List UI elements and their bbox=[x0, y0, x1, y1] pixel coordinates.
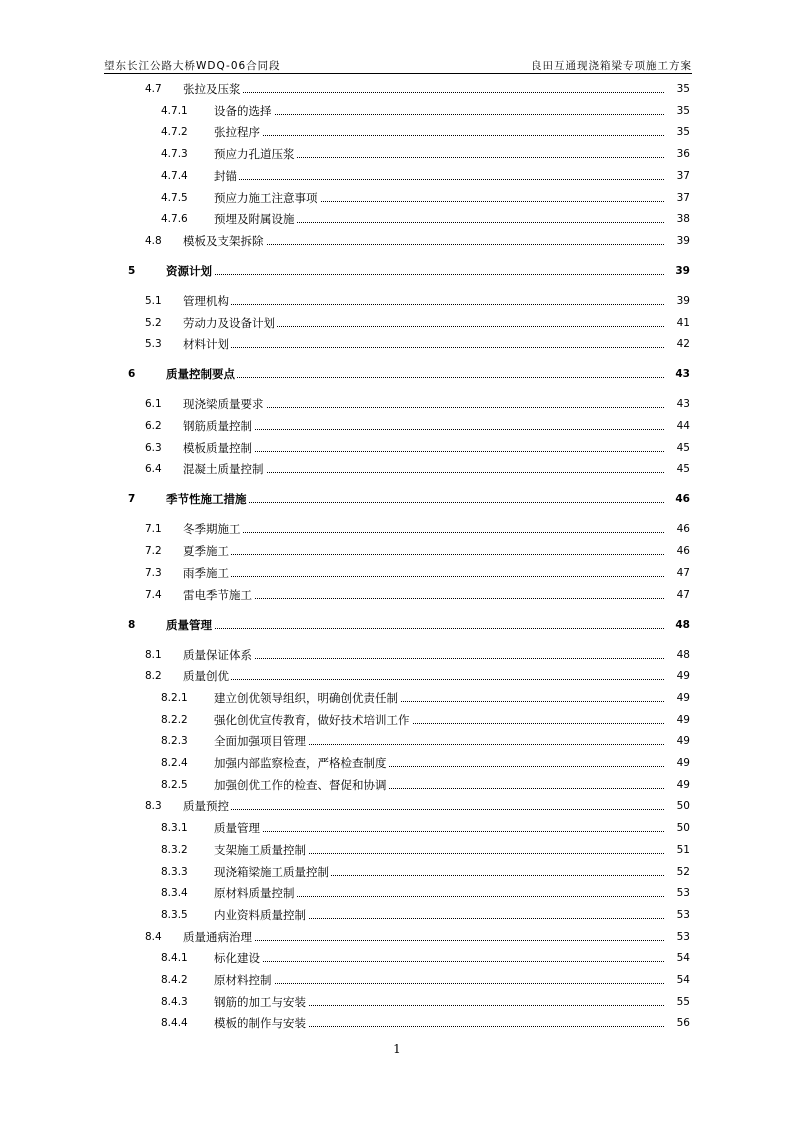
toc-entry-title: 质量管理 bbox=[166, 617, 212, 632]
toc-entry[interactable] bbox=[0, 711, 794, 729]
toc-entry-title: 全面加强项目管理 bbox=[214, 734, 306, 749]
toc-entry-page: 46 bbox=[676, 545, 690, 558]
toc-entry-number: 8.3.2 bbox=[161, 843, 188, 856]
toc-entry[interactable] bbox=[0, 490, 794, 508]
toc-entry-number: 8.2.4 bbox=[161, 757, 188, 769]
toc-entry-title: 冬季期施工 bbox=[183, 522, 241, 537]
toc-entry[interactable] bbox=[0, 1014, 794, 1032]
toc-dot-leader bbox=[183, 809, 664, 810]
toc-entry-page: 37 bbox=[676, 191, 690, 204]
toc-entry-page: 49 bbox=[676, 757, 690, 769]
toc-entry-number: 8.3.5 bbox=[161, 908, 188, 921]
toc-dot-leader bbox=[183, 598, 664, 599]
toc-entry-number: 8.4.1 bbox=[161, 952, 188, 965]
toc-entry-number: 6.4 bbox=[145, 463, 162, 476]
toc-entry[interactable] bbox=[0, 841, 794, 859]
toc-entry-title: 加强内部监察检查，严格检查制度 bbox=[214, 756, 387, 770]
toc-dot-leader bbox=[214, 961, 664, 962]
toc-entry-number: 5.1 bbox=[145, 294, 162, 307]
toc-dot-leader bbox=[214, 135, 664, 136]
toc-entry-title: 质量控制要点 bbox=[166, 367, 235, 382]
toc-entry-page: 53 bbox=[676, 930, 690, 943]
toc-entry[interactable] bbox=[0, 586, 794, 604]
toc-entry-number: 4.8 bbox=[145, 234, 162, 247]
toc-entry[interactable] bbox=[0, 732, 794, 750]
toc-entry-number: 8.4.4 bbox=[161, 1017, 188, 1030]
toc-entry-page: 47 bbox=[676, 588, 690, 601]
toc-entry-number: 8.2.1 bbox=[161, 691, 188, 704]
toc-entry-number: 4.7.5 bbox=[161, 191, 188, 204]
toc-entry-title: 原材料质量控制 bbox=[214, 886, 295, 901]
toc-entry-title: 模板的制作与安装 bbox=[214, 1016, 306, 1031]
toc-entry[interactable] bbox=[0, 667, 794, 685]
toc-entry-number: 8.4.2 bbox=[161, 974, 188, 986]
toc-entry-number: 6.2 bbox=[145, 420, 162, 432]
toc-entry-number: 6.3 bbox=[145, 441, 162, 454]
toc-entry-page: 52 bbox=[676, 865, 690, 878]
toc-entry-page: 49 bbox=[676, 713, 690, 726]
toc-entry[interactable] bbox=[0, 616, 794, 634]
toc-dot-leader bbox=[183, 304, 664, 305]
toc-entry-page: 48 bbox=[676, 648, 690, 661]
toc-entry[interactable] bbox=[0, 210, 794, 228]
toc-entry-page: 54 bbox=[676, 974, 690, 986]
toc-entry-title: 质量保证体系 bbox=[183, 647, 252, 662]
toc-entry-page: 49 bbox=[676, 778, 690, 791]
toc-entry[interactable] bbox=[0, 460, 794, 478]
toc-entry-number: 7 bbox=[128, 493, 136, 506]
toc-entry-page: 44 bbox=[676, 420, 690, 432]
toc-entry-page: 50 bbox=[676, 822, 690, 835]
toc-entry-page: 51 bbox=[676, 843, 690, 856]
toc-entry-page: 55 bbox=[676, 995, 690, 1008]
toc-entry-number: 8.4.3 bbox=[161, 995, 188, 1008]
toc-entry[interactable] bbox=[0, 395, 794, 413]
toc-entry-page: 38 bbox=[676, 213, 690, 226]
toc-entry-number: 4.7 bbox=[145, 83, 162, 95]
toc-entry-page: 35 bbox=[676, 126, 690, 139]
toc-dot-leader bbox=[183, 940, 664, 941]
toc-entry-number: 8.2.3 bbox=[161, 735, 188, 748]
toc-entry-title: 现浇箱梁施工质量控制 bbox=[214, 864, 329, 879]
toc-entry-number: 7.3 bbox=[145, 566, 162, 579]
toc-dot-leader bbox=[214, 831, 664, 832]
toc-entry-title: 管理机构 bbox=[183, 293, 229, 308]
toc-entry-page: 49 bbox=[676, 670, 690, 683]
toc-entry-title: 质量通病治理 bbox=[183, 929, 252, 944]
toc-entry-number: 6.1 bbox=[145, 398, 162, 411]
toc-entry-number: 5 bbox=[128, 264, 136, 277]
toc-entry[interactable] bbox=[0, 776, 794, 794]
toc-entry-title: 质量创优 bbox=[183, 669, 229, 684]
toc-entry-title: 材料计划 bbox=[183, 337, 229, 352]
toc-entry-title: 原材料控制 bbox=[214, 973, 272, 987]
toc-dot-leader bbox=[183, 429, 664, 430]
toc-dot-leader bbox=[214, 983, 664, 984]
toc-entry-title: 质量预控 bbox=[183, 799, 229, 814]
toc-entry-title: 雨季施工 bbox=[183, 565, 229, 580]
toc-entry-page: 35 bbox=[676, 104, 690, 117]
toc-entry[interactable] bbox=[0, 906, 794, 924]
toc-entry-page: 36 bbox=[676, 148, 690, 161]
toc-entry[interactable] bbox=[0, 542, 794, 560]
toc-entry-page: 43 bbox=[676, 398, 690, 411]
toc-dot-leader bbox=[183, 658, 664, 659]
toc-entry[interactable] bbox=[0, 797, 794, 815]
toc-entry[interactable] bbox=[0, 292, 794, 310]
toc-entry-title: 预埋及附属设施 bbox=[214, 212, 295, 227]
toc-entry-page: 50 bbox=[676, 800, 690, 813]
toc-entry[interactable] bbox=[0, 884, 794, 902]
toc-entry-number: 8.3 bbox=[145, 800, 162, 813]
toc-entry-title: 模板及支架拆除 bbox=[183, 233, 264, 248]
toc-entry-page: 53 bbox=[676, 908, 690, 921]
toc-entry-number: 4.7.6 bbox=[161, 213, 188, 226]
toc-entry-page: 46 bbox=[676, 523, 690, 536]
toc-dot-leader bbox=[183, 92, 664, 93]
toc-entry-number: 8.3.3 bbox=[161, 865, 188, 878]
toc-entry-number: 8.3.4 bbox=[161, 887, 188, 900]
toc-entry-title: 建立创优领导组织，明确创优责任制 bbox=[214, 690, 398, 705]
toc-entry[interactable] bbox=[0, 863, 794, 881]
header-project-name: 望东长江公路大桥WDQ-06合同段 bbox=[104, 60, 281, 72]
header-rule bbox=[104, 73, 692, 74]
toc-entry[interactable] bbox=[0, 145, 794, 163]
toc-entry[interactable] bbox=[0, 80, 794, 98]
toc-entry-title: 强化创优宣传教育，做好技术培训工作 bbox=[214, 712, 410, 727]
toc-entry-title: 模板质量控制 bbox=[183, 440, 252, 455]
toc-entry[interactable] bbox=[0, 189, 794, 207]
toc-entry-title: 支架施工质量控制 bbox=[214, 842, 306, 857]
toc-entry-number: 7.4 bbox=[145, 588, 162, 601]
toc-entry-title: 张拉程序 bbox=[214, 125, 260, 140]
toc-entry[interactable] bbox=[0, 993, 794, 1011]
toc-entry-title: 钢筋的加工与安装 bbox=[214, 994, 306, 1009]
toc-entry-number: 8.3.1 bbox=[161, 822, 188, 835]
toc-entry-title: 预应力施工注意事项 bbox=[214, 190, 318, 205]
header-document-title: 良田互通现浇箱梁专项施工方案 bbox=[531, 60, 692, 72]
toc-entry-page: 49 bbox=[676, 691, 690, 704]
toc-entry-title: 封锚 bbox=[214, 168, 237, 183]
toc-entry-page: 47 bbox=[676, 566, 690, 579]
toc-entry-number: 8.4 bbox=[145, 930, 162, 943]
toc-entry-number: 7.1 bbox=[145, 523, 162, 536]
toc-entry[interactable] bbox=[0, 928, 794, 946]
toc-entry-number: 4.7.4 bbox=[161, 169, 188, 182]
toc-dot-leader bbox=[183, 451, 664, 452]
toc-entry-number: 8.2.2 bbox=[161, 713, 188, 726]
toc-entry-number: 6 bbox=[128, 368, 136, 381]
toc-dot-leader bbox=[166, 274, 664, 275]
toc-entry[interactable] bbox=[0, 689, 794, 707]
toc-entry-page: 39 bbox=[675, 264, 690, 277]
toc-entry-number: 8 bbox=[128, 618, 136, 631]
toc-entry[interactable] bbox=[0, 167, 794, 185]
toc-entry-title: 设备的选择 bbox=[214, 103, 272, 118]
toc-entry-title: 劳动力及设备计划 bbox=[183, 315, 275, 330]
toc-entry[interactable] bbox=[0, 102, 794, 120]
toc-entry-page: 42 bbox=[676, 338, 690, 351]
toc-entry[interactable] bbox=[0, 564, 794, 582]
page-header bbox=[104, 56, 692, 72]
toc-entry-number: 8.2.5 bbox=[161, 778, 188, 791]
toc-entry-title: 内业资料质量控制 bbox=[214, 907, 306, 922]
toc-entry[interactable] bbox=[0, 417, 794, 435]
toc-entry-title: 混凝土质量控制 bbox=[183, 462, 264, 477]
toc-entry-title: 张拉及压浆 bbox=[183, 82, 241, 96]
toc-entry-page: 53 bbox=[676, 887, 690, 900]
toc-entry[interactable] bbox=[0, 314, 794, 332]
toc-entry[interactable] bbox=[0, 365, 794, 383]
toc-dot-leader bbox=[166, 628, 664, 629]
toc-entry-page: 43 bbox=[675, 368, 690, 381]
toc-entry-page: 54 bbox=[676, 952, 690, 965]
toc-entry[interactable] bbox=[0, 971, 794, 989]
toc-entry-number: 8.2 bbox=[145, 670, 162, 683]
toc-entry-page: 41 bbox=[676, 316, 690, 329]
toc-entry[interactable] bbox=[0, 819, 794, 837]
toc-entry-page: 45 bbox=[676, 463, 690, 476]
toc-entry[interactable] bbox=[0, 232, 794, 250]
toc-entry-title: 资源计划 bbox=[166, 263, 212, 278]
toc-entry-page: 39 bbox=[676, 234, 690, 247]
toc-entry-number: 4.7.1 bbox=[161, 104, 188, 117]
toc-entry-page: 49 bbox=[676, 735, 690, 748]
toc-entry-page: 35 bbox=[676, 83, 690, 95]
toc-dot-leader bbox=[183, 347, 664, 348]
toc-entry-number: 7.2 bbox=[145, 545, 162, 558]
toc-entry-title: 夏季施工 bbox=[183, 544, 229, 559]
toc-dot-leader bbox=[183, 679, 664, 680]
toc-entry[interactable] bbox=[0, 646, 794, 664]
toc-entry-title: 钢筋质量控制 bbox=[183, 419, 252, 433]
toc-entry-title: 标化建设 bbox=[214, 951, 260, 966]
toc-entry-number: 8.1 bbox=[145, 648, 162, 661]
toc-entry[interactable] bbox=[0, 262, 794, 280]
toc-entry-page: 39 bbox=[676, 294, 690, 307]
toc-entry[interactable] bbox=[0, 949, 794, 967]
page-number: 1 bbox=[393, 1042, 401, 1056]
toc-entry-page: 56 bbox=[676, 1017, 690, 1030]
toc-dot-leader bbox=[214, 114, 664, 115]
toc-entry[interactable] bbox=[0, 123, 794, 141]
toc-entry[interactable] bbox=[0, 520, 794, 538]
toc-entry-number: 4.7.2 bbox=[161, 126, 188, 139]
toc-entry-number: 5.2 bbox=[145, 316, 162, 329]
toc-entry-number: 5.3 bbox=[145, 338, 162, 351]
toc-dot-leader bbox=[183, 576, 664, 577]
toc-entry-page: 46 bbox=[675, 493, 690, 506]
toc-entry-page: 45 bbox=[676, 441, 690, 454]
toc-entry-title: 现浇梁质量要求 bbox=[183, 397, 264, 412]
toc-entry[interactable] bbox=[0, 754, 794, 772]
toc-dot-leader bbox=[183, 554, 664, 555]
toc-entry-number: 4.7.3 bbox=[161, 148, 188, 161]
toc-entry-page: 48 bbox=[675, 618, 690, 631]
toc-entry-title: 加强创优工作的检查、督促和协调 bbox=[214, 777, 387, 792]
toc-dot-leader bbox=[166, 377, 664, 378]
toc-dot-leader bbox=[214, 179, 664, 180]
toc-entry[interactable] bbox=[0, 335, 794, 353]
toc-entry-title: 质量管理 bbox=[214, 821, 260, 836]
toc-dot-leader bbox=[183, 532, 664, 533]
toc-entry-title: 雷电季节施工 bbox=[183, 587, 252, 602]
toc-entry[interactable] bbox=[0, 439, 794, 457]
toc-entry-title: 预应力孔道压浆 bbox=[214, 147, 295, 162]
toc-entry-page: 37 bbox=[676, 169, 690, 182]
toc-entry-title: 季节性施工措施 bbox=[166, 492, 247, 507]
